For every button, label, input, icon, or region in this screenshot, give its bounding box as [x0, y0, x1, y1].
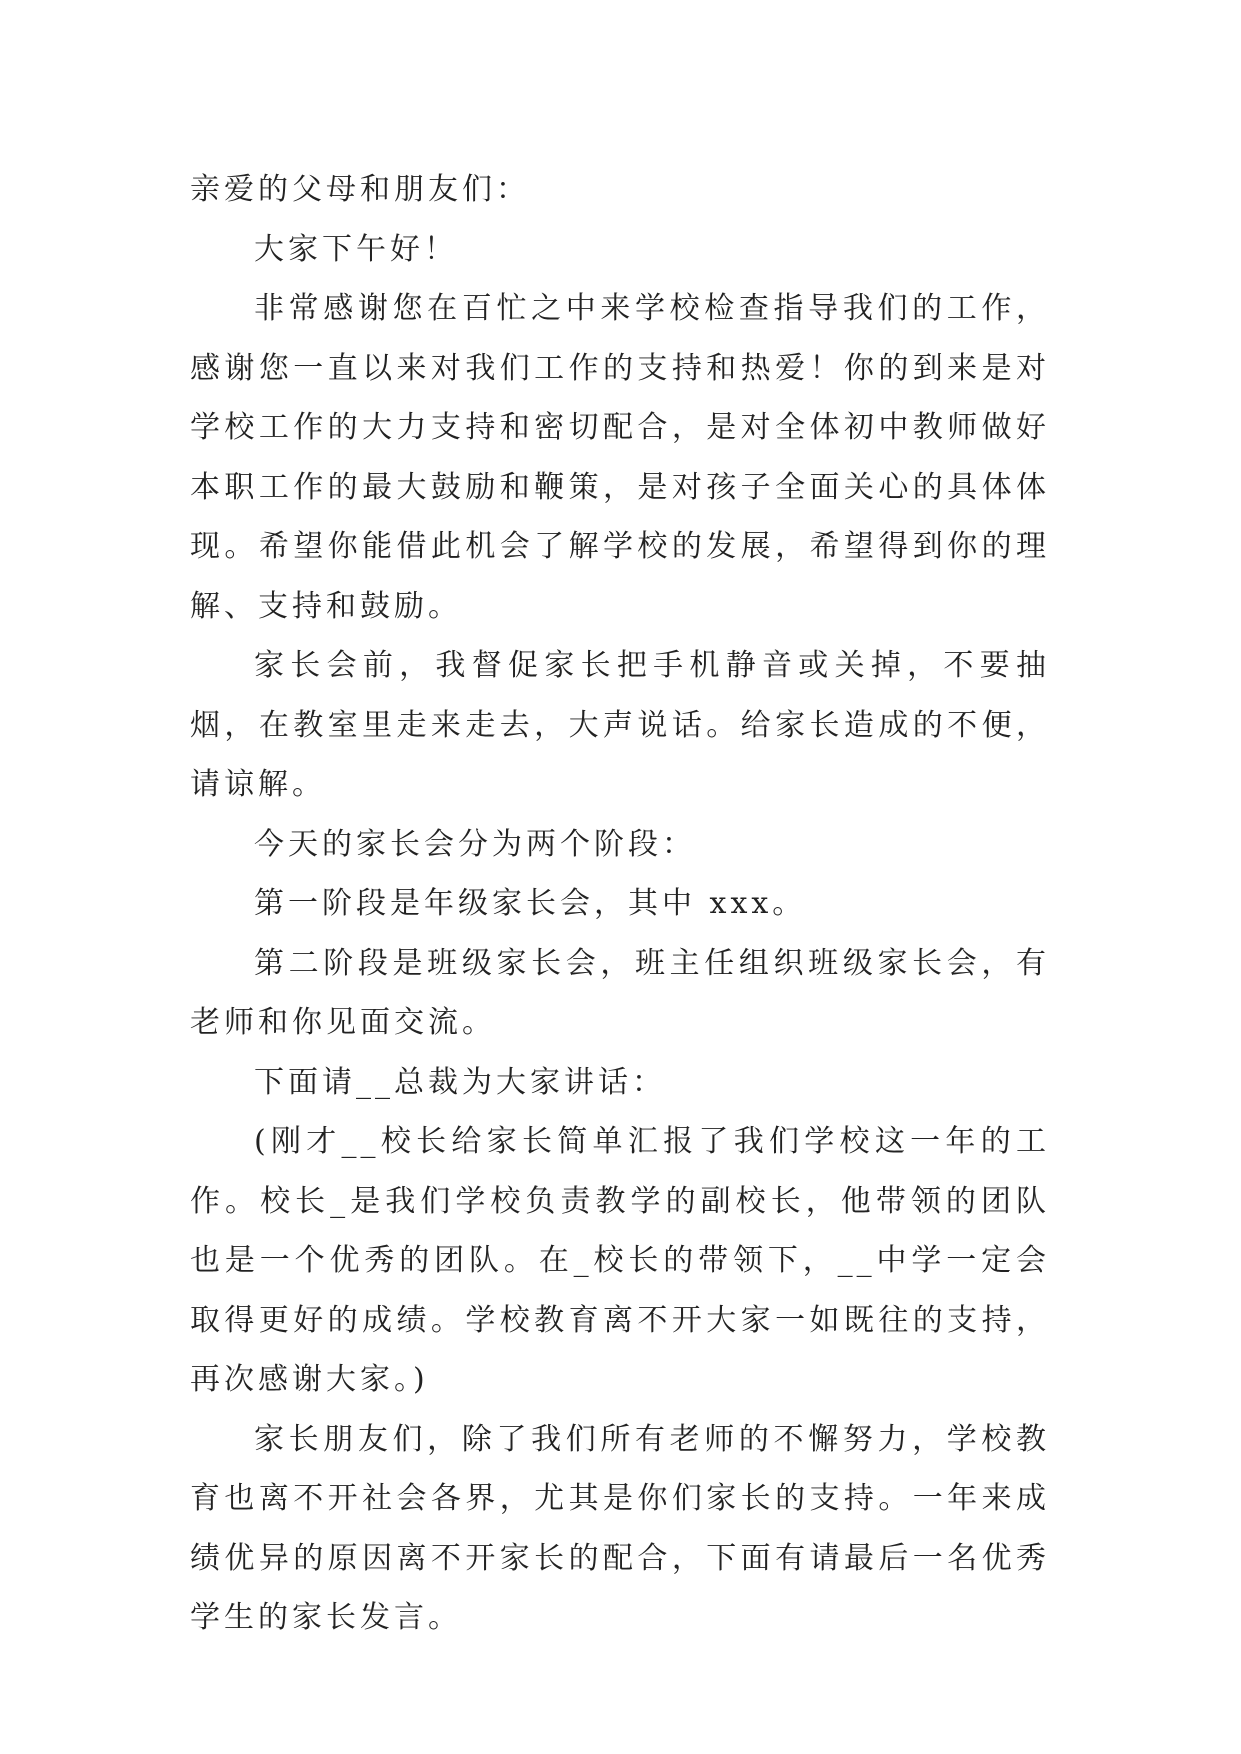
greeting: 大家下午好！ — [254, 231, 458, 267]
paragraph-principal-note: (刚才__校长给家长简单汇报了我们学校这一年的工作。校长_是我们学校负责教学的副校长，他带领的团队也是一个优秀的团队。在_校长的带领下，__中学一定会取得更好的成绩。学校教育离不开大家一如既往的支持，再次感谢大家。) — [190, 1124, 1050, 1397]
paragraph-stage-one: 第一阶段是年级家长会，其中 xxx。 — [254, 886, 807, 921]
paragraph-stage-two: 第二阶段是班级家长会，班主任组织班级家长会，有老师和你见面交流。 — [190, 945, 1050, 1040]
paragraph-parent-invite: 家长朋友们，除了我们所有老师的不懈努力，学校教育也离不开社会各界，尤其是你们家长的支持。一年来成绩优异的原因离不开家长的配合，下面有请最后一名优秀学生的家长发言。 — [190, 1421, 1050, 1635]
paragraph-speech-invite: 下面请__总裁为大家讲话： — [254, 1064, 666, 1100]
salutation: 亲爱的父母和朋友们： — [190, 172, 530, 207]
document-body — [190, 160, 1050, 1648]
paragraph-thanks: 非常感谢您在百忙之中来学校检查指导我们的工作，感谢您一直以来对我们工作的支持和热爱！你的到来是对学校工作的大力支持和密切配合，是对全体初中教师做好本职工作的最大鼓励和鞭策，是对孩子全面关心的具体体现。希望你能借此机会了解学校的发展，希望得到你的理解、支持和鼓励。 — [190, 291, 1050, 624]
paragraph-notice: 家长会前，我督促家长把手机静音或关掉，不要抽烟，在教室里走来走去，大声说话。给家长造成的不便，请谅解。 — [190, 648, 1050, 802]
paragraph-stages-intro: 今天的家长会分为两个阶段： — [254, 826, 696, 862]
